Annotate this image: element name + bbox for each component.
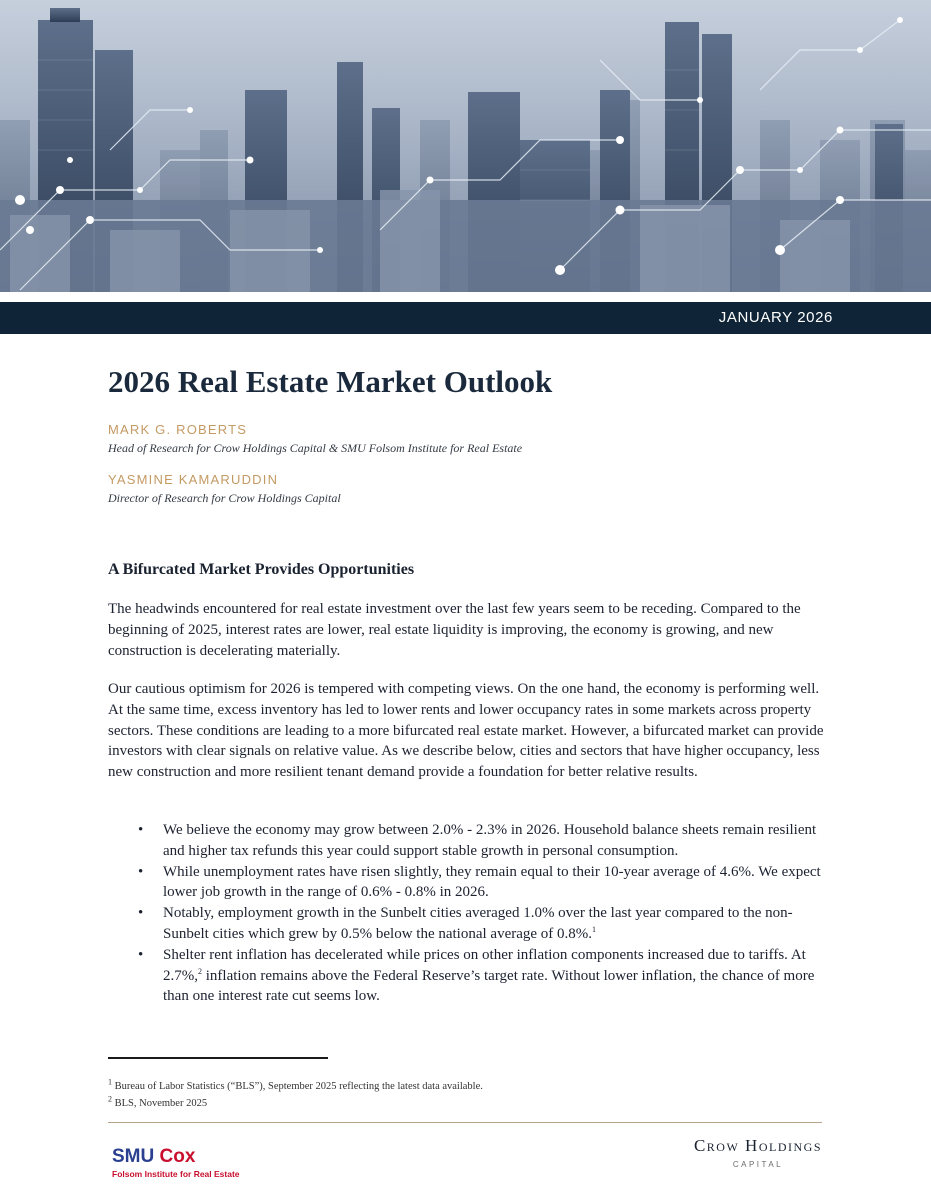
bullet-marker: • bbox=[138, 822, 144, 838]
bullet-marker: • bbox=[138, 905, 144, 922]
author-role-1: Head of Research for Crow Holdings Capital & SMU Folsom Institute for Real Estate bbox=[108, 441, 523, 455]
bullet-item bbox=[108, 945, 828, 1007]
bullet-marker: • bbox=[138, 946, 144, 963]
footnote-text: BLS, November 2025 bbox=[112, 1098, 208, 1109]
author-role-2: Director of Research for Crow Holdings Capital bbox=[108, 491, 341, 505]
cox-logo-text: Cox bbox=[159, 1146, 196, 1167]
bullet-item bbox=[108, 903, 828, 945]
key-points-list bbox=[108, 820, 828, 1007]
footnote-1 bbox=[108, 1077, 483, 1092]
bullet-text: While unemployment rates have risen slightly, they remain equal to their 10-year average of 4.6%. We expect lower job growth in the range of 0.6% - 0.8% in 2026. bbox=[163, 863, 821, 901]
bullet-text-continued: inflation remains above the Federal Reserve’s target rate. Without lower inflation, the chance of more than one interest rate cut seems low. bbox=[163, 967, 815, 1005]
crow-logo-subtitle: CAPITAL bbox=[732, 1160, 784, 1169]
footer-divider bbox=[108, 1122, 822, 1123]
smu-logo-subtitle: Folsom Institute for Real Estate bbox=[112, 1169, 240, 1179]
bullet-text: Shelter rent inflation has decelerated while prices on other inflation components increased due to tariffs. At 2.7%, bbox=[163, 946, 806, 984]
crow-holdings-logo bbox=[694, 1136, 822, 1169]
section-heading: A Bifurcated Market Provides Opportunities bbox=[108, 561, 415, 578]
smu-cox-logo bbox=[112, 1146, 240, 1179]
header-banner-image bbox=[0, 0, 931, 292]
date-bar bbox=[0, 302, 931, 334]
footnote-ref: 1 bbox=[592, 924, 597, 934]
paragraph-1: The headwinds encountered for real estate investment over the last few years seem to be receding. Compared to the beginning of 2025, interest rates are lower, real estate liquidity is improving, the economy is growing, and new construction is decelerating materially. bbox=[108, 601, 801, 659]
document-title: 2026 Real Estate Market Outlook bbox=[108, 364, 553, 399]
bullet-text: We believe the economy may grow between 2.0% - 2.3% in 2026. Household balance sheets remain resilient and higher tax refunds this year could support stable growth in personal consumption. bbox=[163, 822, 817, 859]
smu-logo-text: SMU bbox=[112, 1146, 155, 1167]
bullet-text: Notably, employment growth in the Sunbelt cities averaged 1.0% over the last year compared to the non-Sunbelt cities which grew by 0.5% below the national average of 0.8%. bbox=[163, 905, 793, 942]
footnote-number: 1 bbox=[108, 1077, 112, 1087]
publication-date: JANUARY 2026 bbox=[718, 309, 833, 326]
paragraph-2: Our cautious optimism for 2026 is tempered with competing views. On the one hand, the economy is performing well. At the same time, excess inventory has led to lower rents and lower occupancy rates in some markets across property sectors. These conditions are leading to a more bifurcated real estate market. However, a bifurcated market can provide investors with clear signals on relative value. As we describe below, cities and sectors that have higher occupancy, less new construction and more resilient tenant demand provide a foundation for better relative results. bbox=[108, 681, 824, 781]
footnote-ref: 2 bbox=[198, 966, 202, 976]
city-skyline-illustration bbox=[0, 0, 931, 292]
footnote-number: 2 bbox=[108, 1094, 112, 1104]
author-name-1: MARK G. ROBERTS bbox=[108, 422, 248, 437]
footnote-2 bbox=[108, 1094, 208, 1109]
author-name-2: YASMINE KAMARUDDIN bbox=[108, 472, 279, 487]
bullet-item bbox=[108, 820, 828, 862]
bullet-marker: • bbox=[138, 863, 144, 880]
crow-logo-text: Crow Holdings bbox=[693, 1136, 822, 1155]
footnote-text: Bureau of Labor Statistics (“BLS”), September 2025 reflecting the latest data available. bbox=[112, 1081, 483, 1092]
bullet-item bbox=[108, 862, 828, 904]
footnote-divider bbox=[108, 1057, 328, 1059]
